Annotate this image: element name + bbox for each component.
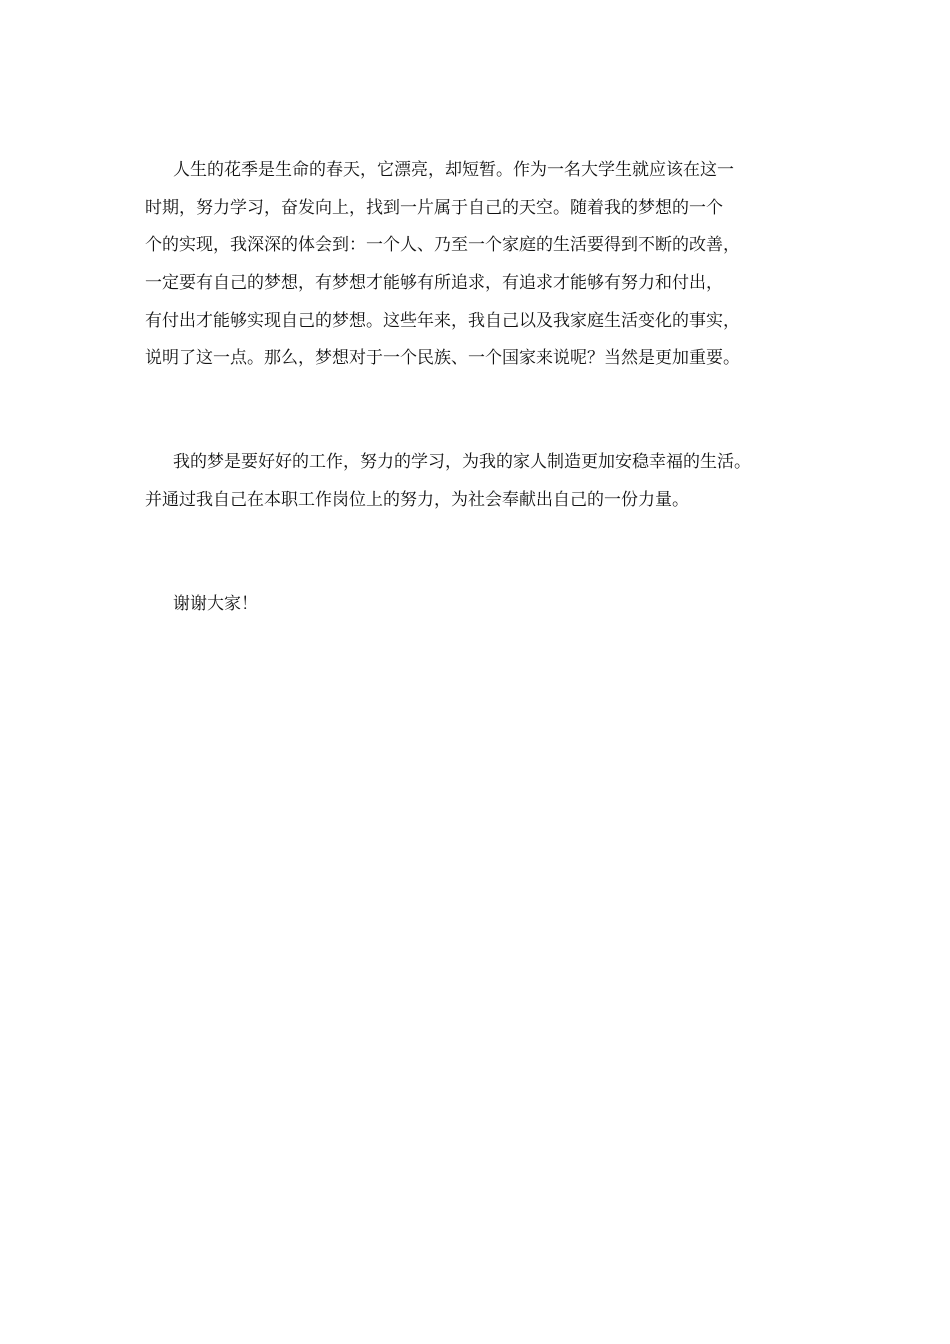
paragraph-2-line-1: 我的梦是要好好的工作，努力的学习，为我的家人制造更加安稳幸福的生活。 [173, 452, 751, 472]
paragraph-1-line-5: 有付出才能够实现自己的梦想。这些年来，我自己以及我家庭生活变化的事实， [145, 311, 740, 331]
closing-line: 谢谢大家！ [173, 594, 258, 614]
paragraph-1-line-6: 说明了这一点。那么，梦想对于一个民族、一个国家来说呢？当然是更加重要。 [145, 348, 740, 368]
paragraph-1-line-2: 时期，努力学习，奋发向上，找到一片属于自己的天空。随着我的梦想的一个 [145, 198, 723, 218]
paragraph-1-line-1: 人生的花季是生命的春天，它漂亮，却短暂。作为一名大学生就应该在这一 [173, 160, 734, 180]
paragraph-1-line-4: 一定要有自己的梦想，有梦想才能够有所追求，有追求才能够有努力和付出， [145, 273, 723, 293]
paragraph-2-line-2: 并通过我自己在本职工作岗位上的努力，为社会奉献出自己的一份力量。 [145, 490, 689, 510]
paragraph-1-line-3: 个的实现，我深深的体会到：一个人、乃至一个家庭的生活要得到不断的改善， [145, 235, 740, 255]
